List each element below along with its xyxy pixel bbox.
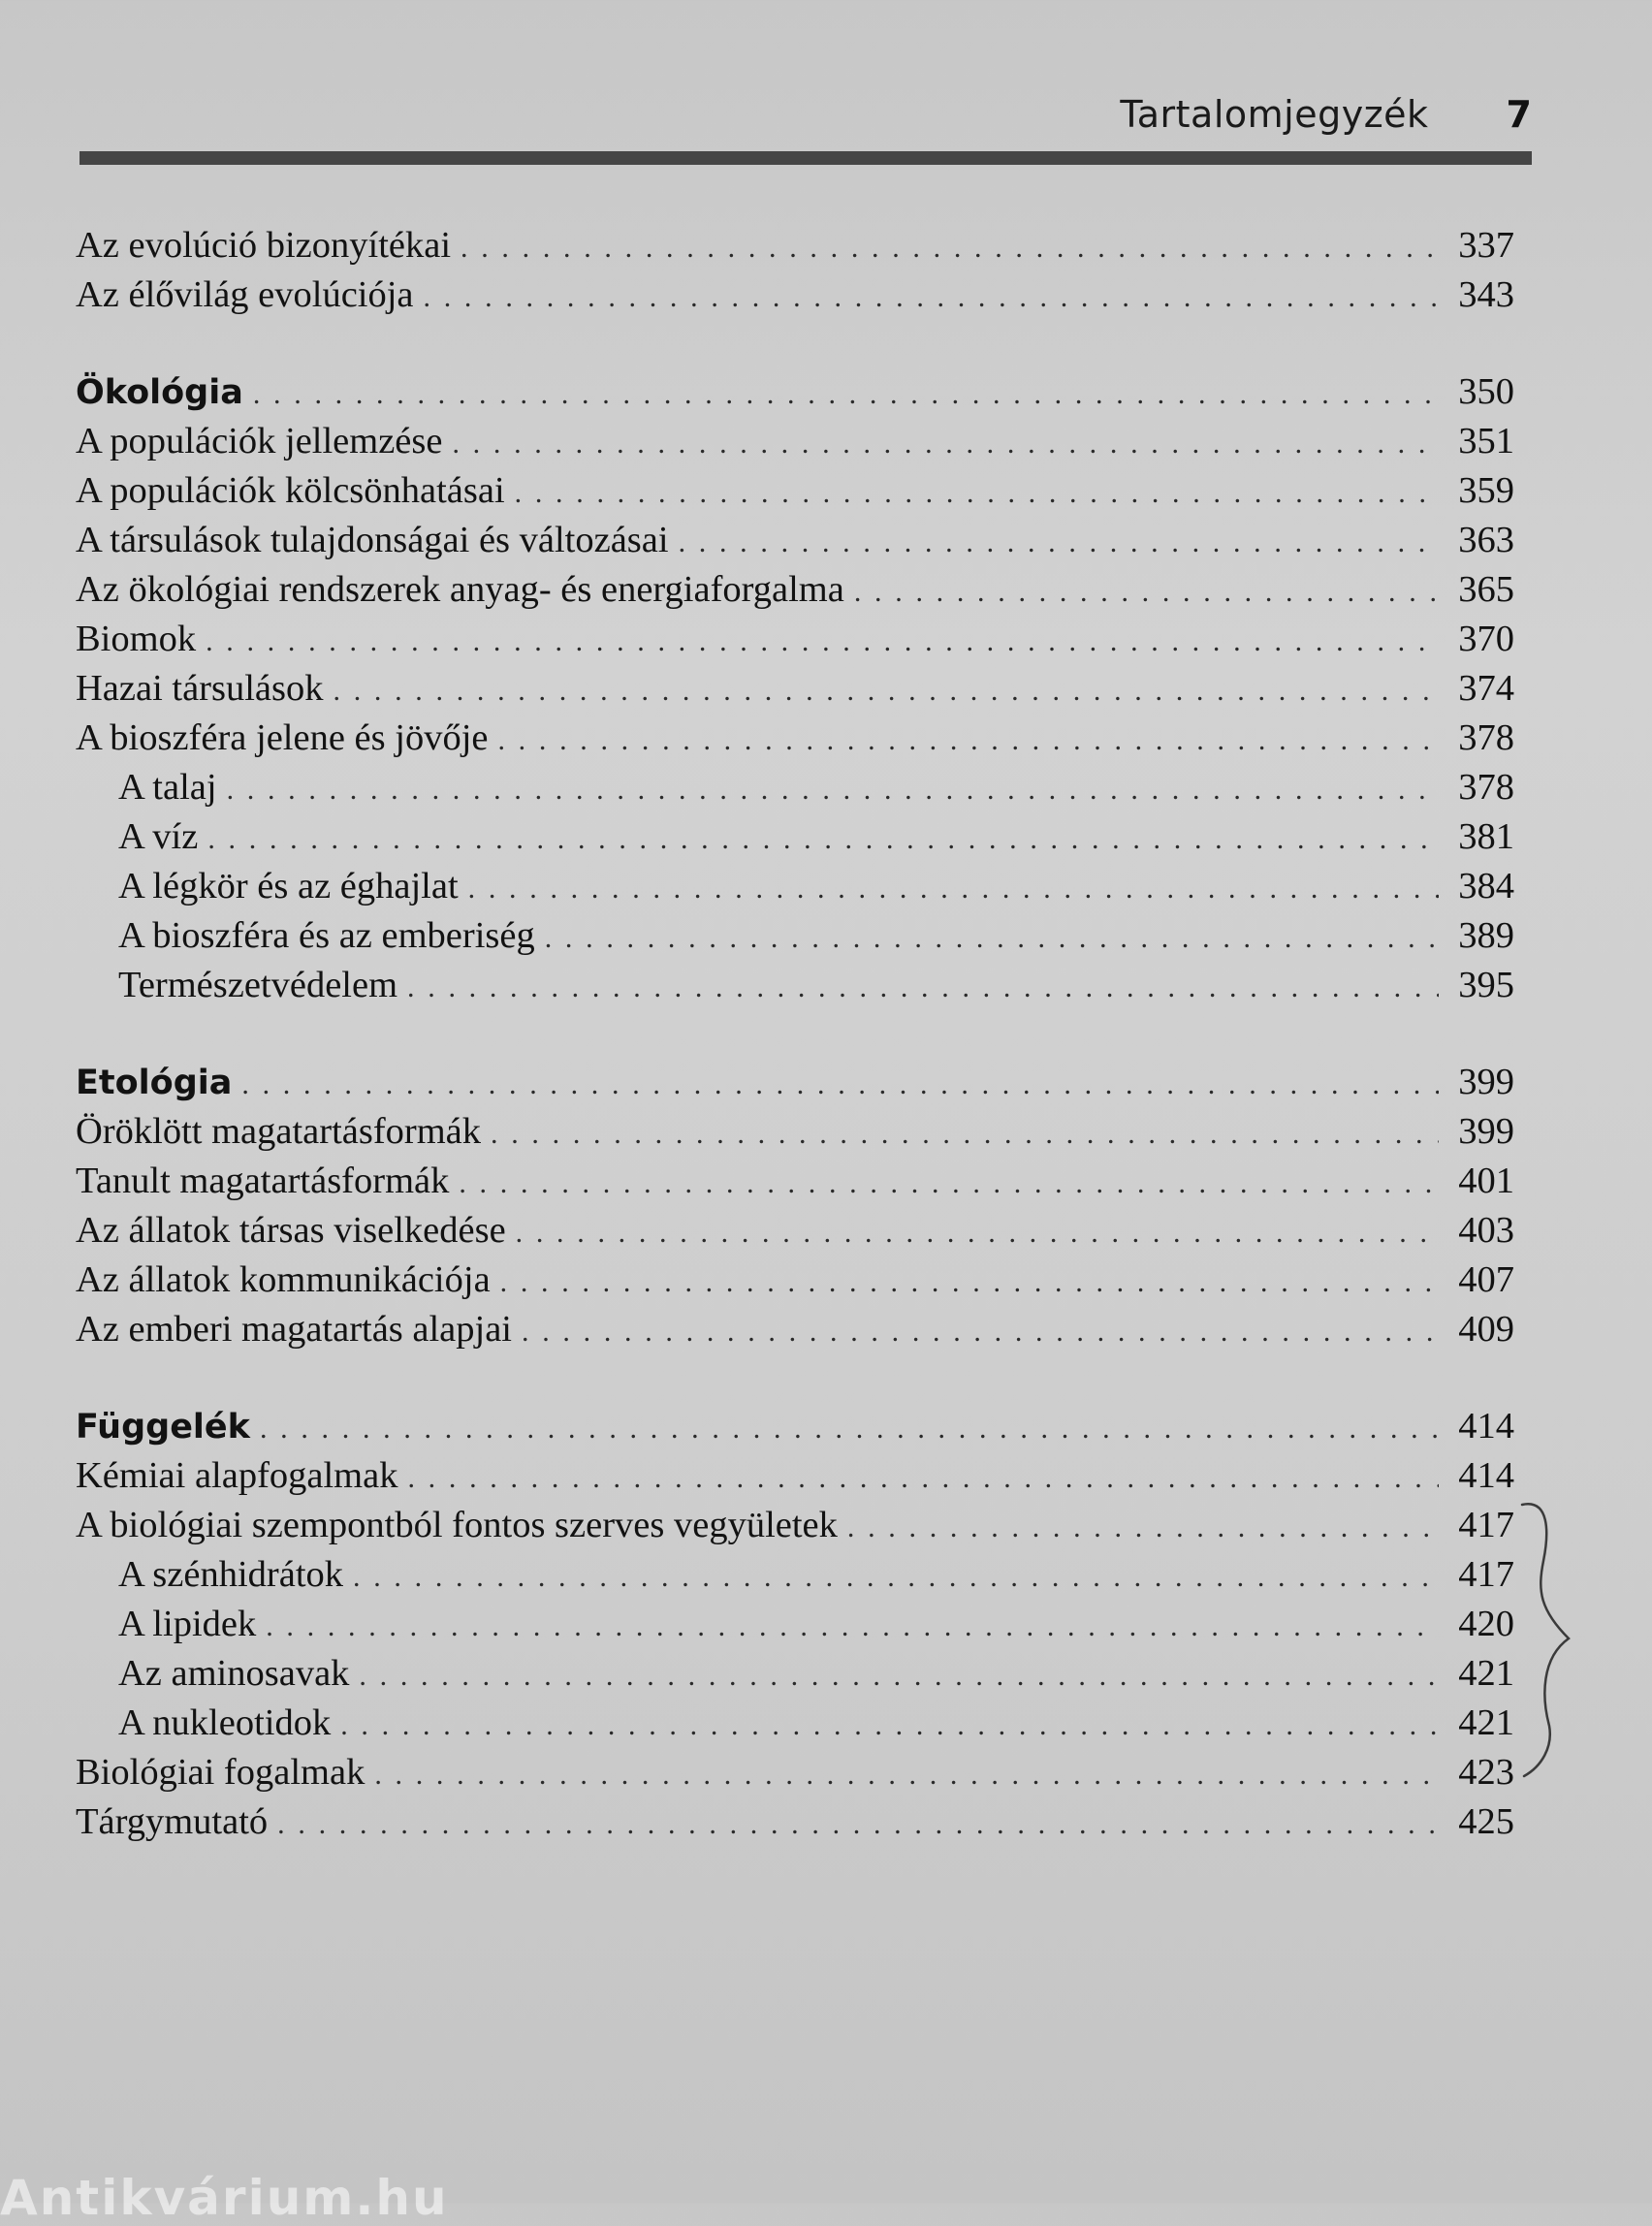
- dot-leader: [227, 765, 1439, 814]
- dot-leader: [374, 1750, 1439, 1799]
- toc-entry: [76, 1256, 1514, 1305]
- toc-entry: [76, 1797, 1514, 1847]
- toc-entry-label: Kémiai alapfogalmak: [76, 1455, 398, 1496]
- dot-leader: [253, 369, 1439, 419]
- dot-leader: [260, 1404, 1439, 1453]
- toc-subentry: [76, 1600, 1514, 1649]
- toc-page-number: 403: [1458, 1210, 1514, 1251]
- dot-leader: [459, 1159, 1439, 1208]
- toc-subentry: [76, 961, 1514, 1010]
- toc-entry: [76, 417, 1514, 466]
- toc-entry-label: A bioszféra jelene és jövője: [76, 717, 489, 758]
- toc-subentry: [76, 1649, 1514, 1699]
- toc-page-number: 421: [1458, 1653, 1514, 1694]
- dot-leader: [407, 1453, 1439, 1503]
- toc-page-number: 395: [1458, 965, 1514, 1005]
- toc-entry-label: Tanult magatartásformák: [76, 1161, 450, 1201]
- dot-leader: [241, 1060, 1439, 1109]
- toc-subentry: [76, 1550, 1514, 1600]
- toc-page-number: 409: [1458, 1309, 1514, 1350]
- toc-page-number: 401: [1458, 1161, 1514, 1201]
- toc-entry: [76, 664, 1514, 714]
- header-rule: [79, 151, 1532, 165]
- toc-page-number: 389: [1458, 915, 1514, 956]
- toc-entry-label: A szénhidrátok: [118, 1554, 344, 1595]
- toc-entry-label: A populációk jellemzése: [76, 421, 443, 461]
- toc-entry: [76, 1206, 1514, 1256]
- toc-page-number: 420: [1458, 1604, 1514, 1644]
- toc-page-number: 351: [1458, 421, 1514, 461]
- toc-page-number: 381: [1458, 816, 1514, 857]
- dot-leader: [452, 419, 1439, 468]
- toc-page-number: 363: [1458, 520, 1514, 560]
- section-heading: Függelék: [76, 1408, 250, 1447]
- dot-leader: [491, 1109, 1439, 1159]
- toc-page-number: 370: [1458, 619, 1514, 659]
- toc-section-ethology: [76, 1058, 1514, 1107]
- dot-leader: [277, 1799, 1439, 1849]
- toc-entry: [76, 1107, 1514, 1157]
- toc-entry-label: A populációk kölcsönhatásai: [76, 470, 505, 511]
- toc-entry-label: Biomok: [76, 619, 197, 659]
- toc-page-number: 423: [1458, 1752, 1514, 1793]
- toc-entry-label: Az emberi magatartás alapjai: [76, 1309, 513, 1350]
- toc-entry-label: Hazai társulások: [76, 668, 324, 709]
- toc-entry-label: Az élővilág evolúciója: [76, 274, 414, 315]
- toc-page-number: 378: [1458, 767, 1514, 808]
- toc-entry: [76, 270, 1514, 320]
- toc-entry-label: Öröklött magatartásformák: [76, 1111, 482, 1152]
- toc-entry: [76, 1501, 1514, 1550]
- toc-entry-label: Az evolúció bizonyítékai: [76, 225, 452, 266]
- toc-entry: [76, 516, 1514, 565]
- toc-entry: [76, 1748, 1514, 1797]
- dot-leader: [407, 963, 1439, 1012]
- toc-entry: [76, 565, 1514, 615]
- toc-entry: [76, 1157, 1514, 1206]
- toc-entry-label: Természetvédelem: [118, 965, 398, 1005]
- toc-page-number: 414: [1458, 1455, 1514, 1496]
- dot-leader: [468, 864, 1439, 913]
- toc-entry-label: A lipidek: [118, 1604, 257, 1644]
- handwritten-bracket-mark: [1520, 1493, 1598, 1784]
- header-title: Tartalomjegyzék: [1120, 93, 1429, 136]
- toc-entry: [76, 221, 1514, 270]
- toc-entry-label: A légkör és az éghajlat: [118, 866, 459, 906]
- dot-leader: [359, 1651, 1439, 1701]
- section-heading: Ökológia: [76, 373, 243, 412]
- dot-leader: [340, 1701, 1439, 1750]
- toc-entry-label: A biológiai szempontból fontos szerves vegyületek: [76, 1505, 838, 1545]
- toc-entry-label: Tárgymutató: [76, 1801, 269, 1842]
- dot-leader: [497, 716, 1439, 765]
- toc-entry-label: A társulások tulajdonságai és változásai: [76, 520, 669, 560]
- toc-page-number: 350: [1458, 371, 1514, 412]
- dot-leader: [461, 223, 1439, 272]
- dot-leader: [424, 272, 1439, 322]
- toc-page-number: 407: [1458, 1259, 1514, 1300]
- toc-subentry: [76, 911, 1514, 961]
- toc-page-number: 425: [1458, 1801, 1514, 1842]
- dot-leader: [847, 1503, 1439, 1552]
- dot-leader: [516, 1208, 1439, 1257]
- toc-section-appendix: [76, 1402, 1514, 1451]
- dot-leader: [854, 567, 1439, 617]
- toc-page-number: 414: [1458, 1406, 1514, 1447]
- dot-leader: [353, 1552, 1439, 1602]
- dot-leader: [207, 814, 1439, 864]
- toc-page-number: 421: [1458, 1702, 1514, 1743]
- dot-leader: [206, 617, 1439, 666]
- header-page-number: 7: [1506, 93, 1532, 136]
- table-of-contents: [76, 221, 1514, 1847]
- toc-page-number: 359: [1458, 470, 1514, 511]
- toc-page-number: 365: [1458, 569, 1514, 610]
- toc-page-number: 343: [1458, 274, 1514, 315]
- toc-entry-label: Az állatok társas viselkedése: [76, 1210, 506, 1251]
- toc-subentry: [76, 1699, 1514, 1748]
- dot-leader: [515, 468, 1439, 518]
- toc-page-number: 399: [1458, 1062, 1514, 1102]
- toc-page-number: 417: [1458, 1505, 1514, 1545]
- dot-leader: [266, 1602, 1439, 1651]
- toc-entry-label: Az ökológiai rendszerek anyag- és energiaforgalma: [76, 569, 844, 610]
- toc-subentry: [76, 862, 1514, 911]
- dot-leader: [679, 518, 1439, 567]
- toc-entry-label: A nukleotidok: [118, 1702, 332, 1743]
- toc-entry-label: A talaj: [118, 767, 217, 808]
- toc-subentry: [76, 763, 1514, 812]
- dot-leader: [500, 1257, 1439, 1307]
- toc-page-number: 378: [1458, 717, 1514, 758]
- toc-page-number: 417: [1458, 1554, 1514, 1595]
- toc-page-number: 399: [1458, 1111, 1514, 1152]
- running-header: [1120, 87, 1532, 142]
- toc-entry-label: Az aminosavak: [118, 1653, 350, 1694]
- section-heading: Etológia: [76, 1064, 233, 1102]
- toc-entry: [76, 466, 1514, 516]
- toc-entry: [76, 615, 1514, 664]
- toc-entry-label: A víz: [118, 816, 199, 857]
- dot-leader: [334, 666, 1440, 716]
- watermark: Antikvárium.hu: [0, 2170, 449, 2226]
- toc-entry-label: A bioszféra és az emberiség: [118, 915, 535, 956]
- toc-page-number: 374: [1458, 668, 1514, 709]
- toc-page-number: 384: [1458, 866, 1514, 906]
- toc-entry: [76, 714, 1514, 763]
- toc-entry-label: Biológiai fogalmak: [76, 1752, 365, 1793]
- toc-page-number: 337: [1458, 225, 1514, 266]
- dot-leader: [545, 913, 1439, 963]
- toc-section-ecology: [76, 367, 1514, 417]
- dot-leader: [522, 1307, 1439, 1356]
- toc-entry-label: Az állatok kommunikációja: [76, 1259, 491, 1300]
- toc-entry: [76, 1305, 1514, 1354]
- toc-entry: [76, 1451, 1514, 1501]
- toc-subentry: [76, 812, 1514, 862]
